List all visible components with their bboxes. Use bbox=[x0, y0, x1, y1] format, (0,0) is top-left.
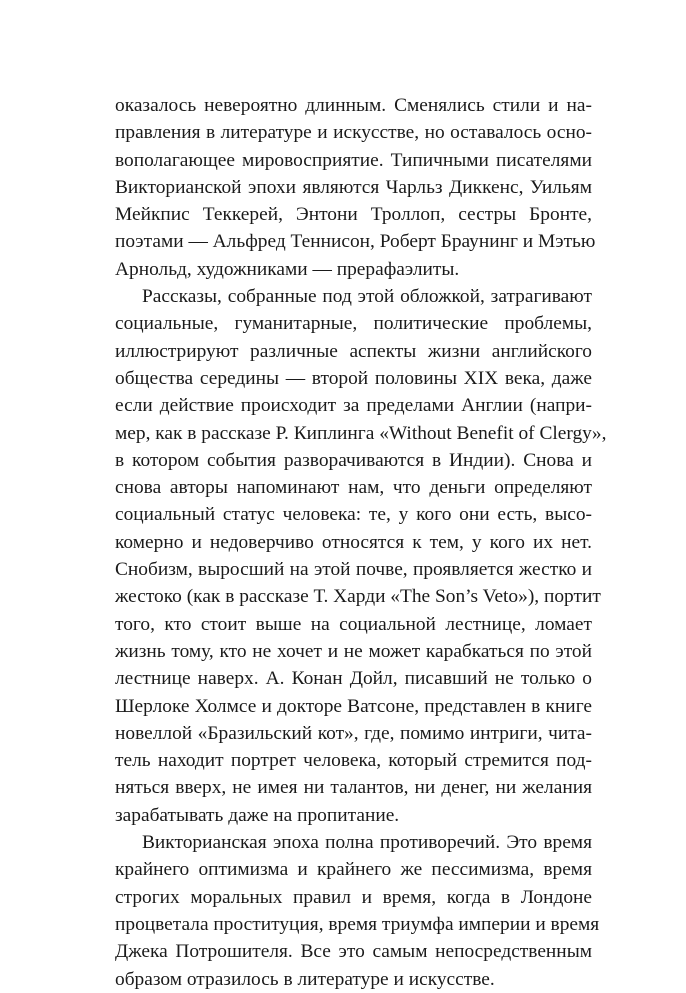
text-line: Рассказы, собранные под этой обложкой, затрагивают bbox=[142, 286, 592, 308]
text-line: Шерлоке Холмсе и докторе Ватсоне, представлен в книге bbox=[115, 695, 592, 717]
paragraph-1 bbox=[115, 92, 596, 283]
paragraph-2 bbox=[115, 283, 607, 829]
text-line: иллюстрируют различные аспекты жизни английского bbox=[115, 340, 592, 362]
text-line: жестоко (как в рассказе Т. Харди «The Son’s Veto»), портит bbox=[115, 586, 601, 608]
text-line: крайнего оптимизма и крайнего же пессимизма, время bbox=[115, 859, 592, 881]
text-line: тель находит портрет человека, который стремится под- bbox=[115, 750, 592, 772]
text-line: вополагающее мировосприятие. Типичными писателями bbox=[115, 149, 592, 171]
text-line: оказалось невероятно длинным. Сменялись стили и на- bbox=[115, 95, 592, 116]
text-line: Джека Потрошителя. Все это самым непосредственным bbox=[115, 941, 592, 963]
text-line: лестнице наверх. А. Конан Дойл, писавший не только о bbox=[115, 668, 592, 690]
text-line: правления в литературе и искусстве, но оставалось осно- bbox=[115, 122, 592, 144]
text-line: строгих моральных правил и время, когда в Лондоне bbox=[115, 886, 592, 908]
text-line: Викторианской эпохи являются Чарльз Диккенс, Уильям bbox=[115, 176, 592, 198]
text-line: образом отразилось в литературе и искусстве. bbox=[115, 968, 495, 990]
text-line: новеллой «Бразильский кот», где, помимо интриги, чита- bbox=[115, 722, 592, 744]
text-line: поэтами — Альфред Теннисон, Роберт Браунинг и Мэтью bbox=[115, 231, 596, 253]
text-line: Снобизм, выросший на этой почве, проявляется жестко и bbox=[115, 559, 592, 581]
text-line: того, кто стоит выше на социальной лестнице, ломает bbox=[115, 613, 592, 635]
text-line: няться вверх, не имея ни талантов, ни денег, ни желания bbox=[115, 777, 592, 799]
text-line: мер, как в рассказе Р. Киплинга «Without Benefit of Clergy», bbox=[115, 422, 607, 444]
text-line: комерно и недоверчиво относятся к тем, у кого их нет. bbox=[115, 531, 592, 553]
text-line: социальные, гуманитарные, политические проблемы, bbox=[115, 313, 592, 335]
body-text bbox=[115, 92, 607, 993]
text-line: снова авторы напоминают нам, что деньги определяют bbox=[115, 477, 592, 499]
text-line: процветала проституция, время триумфа империи и время bbox=[115, 913, 600, 935]
text-line: жизнь тому, кто не хочет и не может карабкаться по этой bbox=[115, 640, 592, 662]
text-line: социальный статус человека: те, у кого они есть, высо- bbox=[115, 504, 592, 526]
paragraph-3 bbox=[115, 829, 600, 993]
text-line: общества середины — второй половины XIX века, даже bbox=[115, 367, 592, 389]
text-line: Арнольд, художниками — прерафаэлиты. bbox=[115, 258, 460, 280]
text-line: в котором события разворачиваются в Индии). Снова и bbox=[115, 449, 592, 471]
text-line: Викторианская эпоха полна противоречий. Это время bbox=[142, 832, 592, 854]
text-line: Мейкпис Теккерей, Энтони Троллоп, сестры Бронте, bbox=[115, 204, 592, 226]
text-line: зарабатывать даже на пропитание. bbox=[115, 804, 400, 826]
text-line: если действие происходит за пределами Англии (напри- bbox=[115, 395, 592, 417]
